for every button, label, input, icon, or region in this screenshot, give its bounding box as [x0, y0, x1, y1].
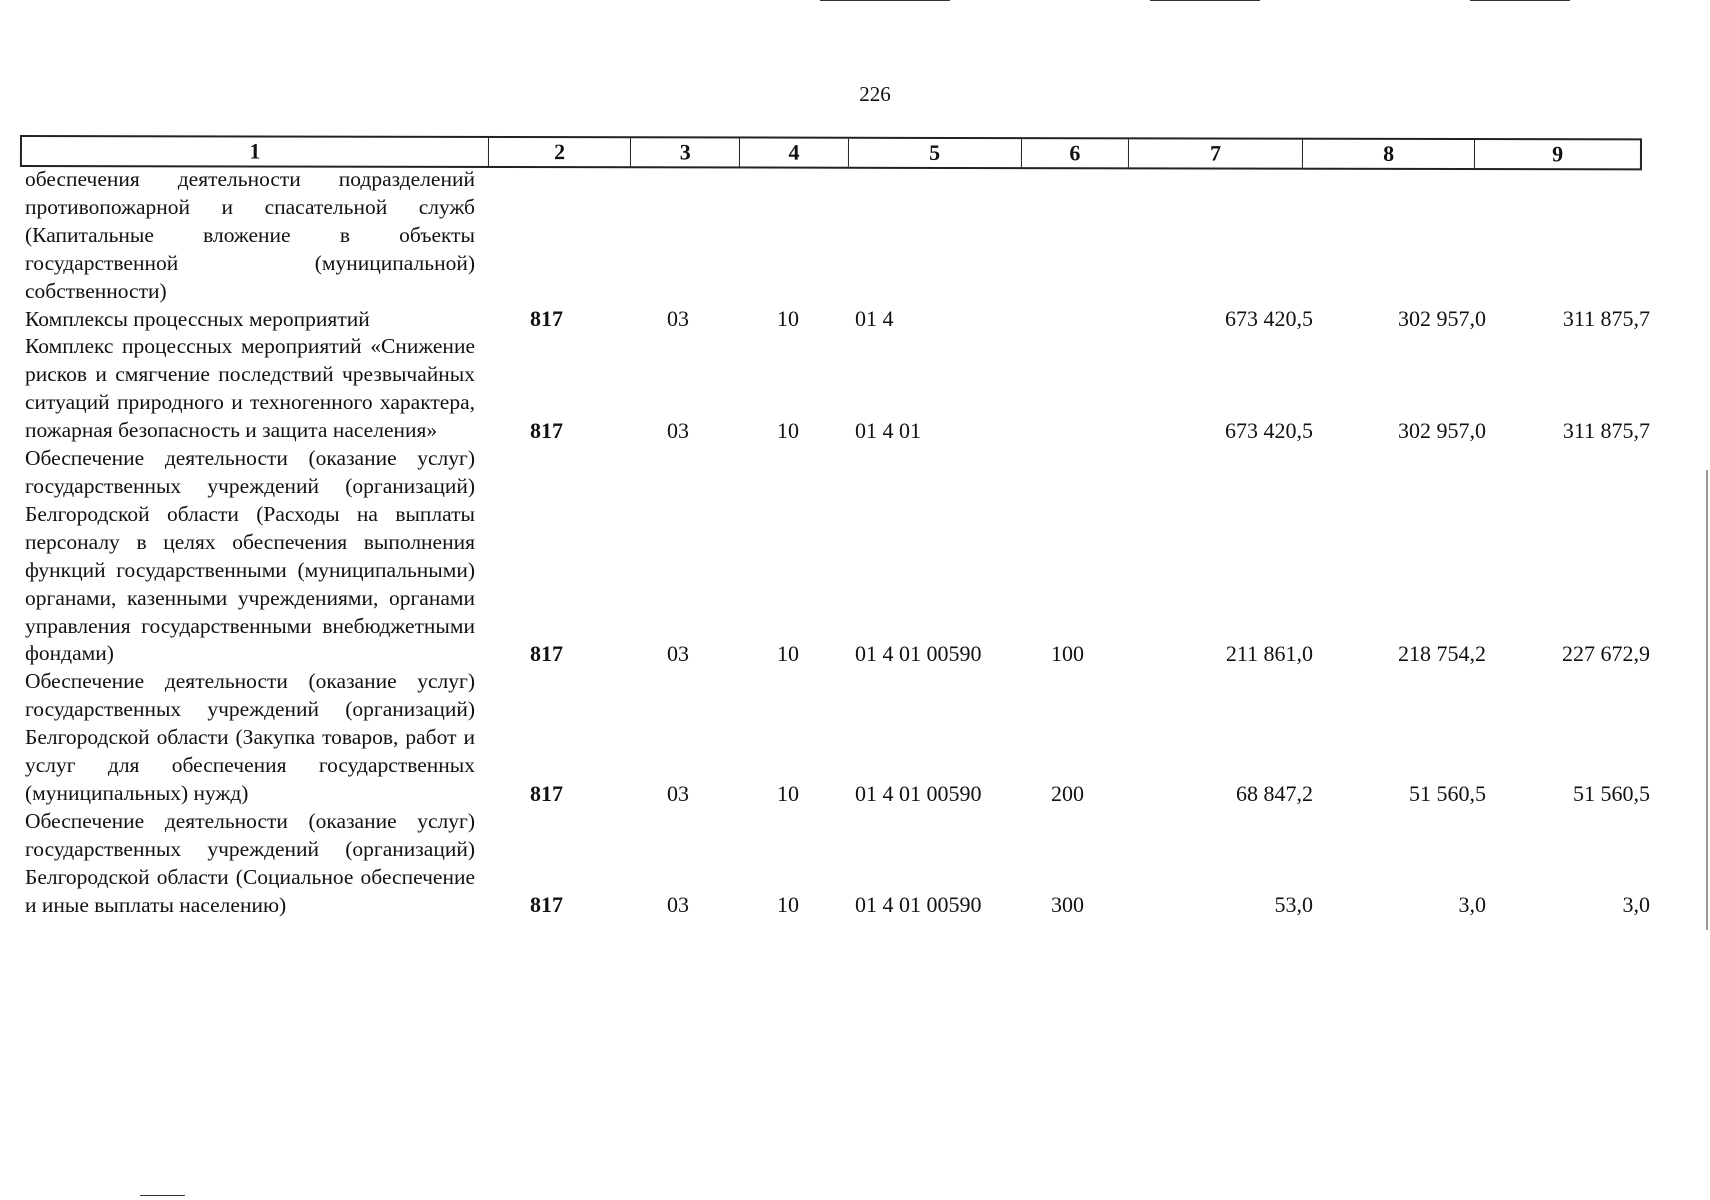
ved-code: 817 [530, 641, 563, 667]
section-code: 03 [667, 418, 689, 444]
section-code: 03 [667, 641, 689, 667]
amount-col-8: 51 560,5 [1409, 780, 1486, 806]
header-col-1: 1 [22, 137, 489, 166]
scan-edge-right [1706, 470, 1708, 930]
expense-type-code: 200 [1051, 780, 1084, 806]
ved-code: 817 [530, 306, 563, 332]
row-description: обеспечения деятельности подразделений противопожарной и спасательной служб (Капитальные вложение в объекты государственной (муниципальной) собственности) [25, 167, 475, 303]
amount-col-8: 3,0 [1458, 892, 1486, 918]
target-article-code: 01 4 01 00590 [855, 892, 982, 918]
target-article-code: 01 4 [855, 306, 894, 332]
ved-code: 817 [530, 418, 563, 444]
amount-col-8: 302 957,0 [1398, 306, 1486, 332]
scan-line-top-right [1150, 0, 1260, 1]
row-description: Обеспечение деятельности (оказание услуг) государственных учреждений (организаций) Белгородской области (Социальное обеспечение и иные выплаты населению) [25, 808, 475, 917]
expense-type-code: 100 [1051, 641, 1084, 667]
table-row [25, 306, 1650, 334]
amount-col-7: 53,0 [1274, 892, 1313, 918]
amount-col-9: 227 672,9 [1562, 641, 1650, 667]
target-article-code: 01 4 01 00590 [855, 780, 982, 806]
amount-col-7: 673 420,5 [1225, 418, 1313, 444]
amount-col-9: 3,0 [1622, 892, 1650, 918]
header-col-6: 6 [1021, 139, 1129, 167]
row-description: Обеспечение деятельности (оказание услуг) государственных учреждений (организаций) Белгородской области (Расходы на выплаты персоналу в целях обеспечения выполнения функций государственными (муниципальными) органами, казенными учреждениями, органами управления государственными внебюджетными фондами) [25, 446, 475, 666]
table-row [25, 668, 1650, 808]
header-col-9: 9 [1552, 141, 1564, 167]
amount-col-7: 68 847,2 [1236, 780, 1313, 806]
table-row [25, 445, 1650, 668]
amount-col-9: 311 875,7 [1562, 306, 1650, 332]
amount-col-9: 311 875,7 [1562, 418, 1650, 444]
row-description: Комплексы процессных мероприятий [25, 306, 370, 331]
subsection-code: 10 [777, 641, 799, 667]
header-col-7: 7 [1129, 139, 1303, 167]
row-description: Обеспечение деятельности (оказание услуг) государственных учреждений (организаций) Белгородской области (Закупка товаров, работ и услуг для обеспечения государственных (муниципальных) нужд) [25, 669, 475, 805]
scan-line-top-far-right [1470, 0, 1570, 1]
section-code: 03 [667, 306, 689, 332]
section-code: 03 [667, 780, 689, 806]
header-col-5: 5 [849, 139, 1022, 167]
ved-code: 817 [530, 780, 563, 806]
table-row [25, 333, 1650, 445]
scan-line-top [820, 0, 950, 1]
table-body [25, 166, 1650, 919]
table-row [25, 166, 1650, 306]
subsection-code: 10 [777, 418, 799, 444]
amount-col-7: 211 861,0 [1225, 641, 1313, 667]
subsection-code: 10 [777, 306, 799, 332]
header-col-2: 2 [489, 138, 632, 166]
ved-code: 817 [530, 892, 563, 918]
page-number: 226 [859, 82, 891, 106]
subsection-code: 10 [777, 892, 799, 918]
table-row [25, 808, 1650, 920]
header-col-8: 8 [1303, 140, 1476, 168]
section-code: 03 [667, 892, 689, 918]
amount-col-8: 302 957,0 [1398, 418, 1486, 444]
scan-line-bottom-left [140, 1195, 185, 1196]
amount-col-7: 673 420,5 [1225, 306, 1313, 332]
row-description: Комплекс процессных мероприятий «Снижение рисков и смягчение последствий чрезвычайных ситуаций природного и техногенного характера, пожарная безопасность и защита населения» [25, 334, 475, 443]
amount-col-8: 218 754,2 [1398, 641, 1486, 667]
header-col-4: 4 [740, 139, 849, 167]
target-article-code: 01 4 01 00590 [855, 641, 982, 667]
subsection-code: 10 [777, 780, 799, 806]
expense-type-code: 300 [1051, 892, 1084, 918]
amount-col-9: 51 560,5 [1573, 780, 1650, 806]
header-col-3: 3 [631, 138, 740, 166]
target-article-code: 01 4 01 [855, 418, 921, 444]
